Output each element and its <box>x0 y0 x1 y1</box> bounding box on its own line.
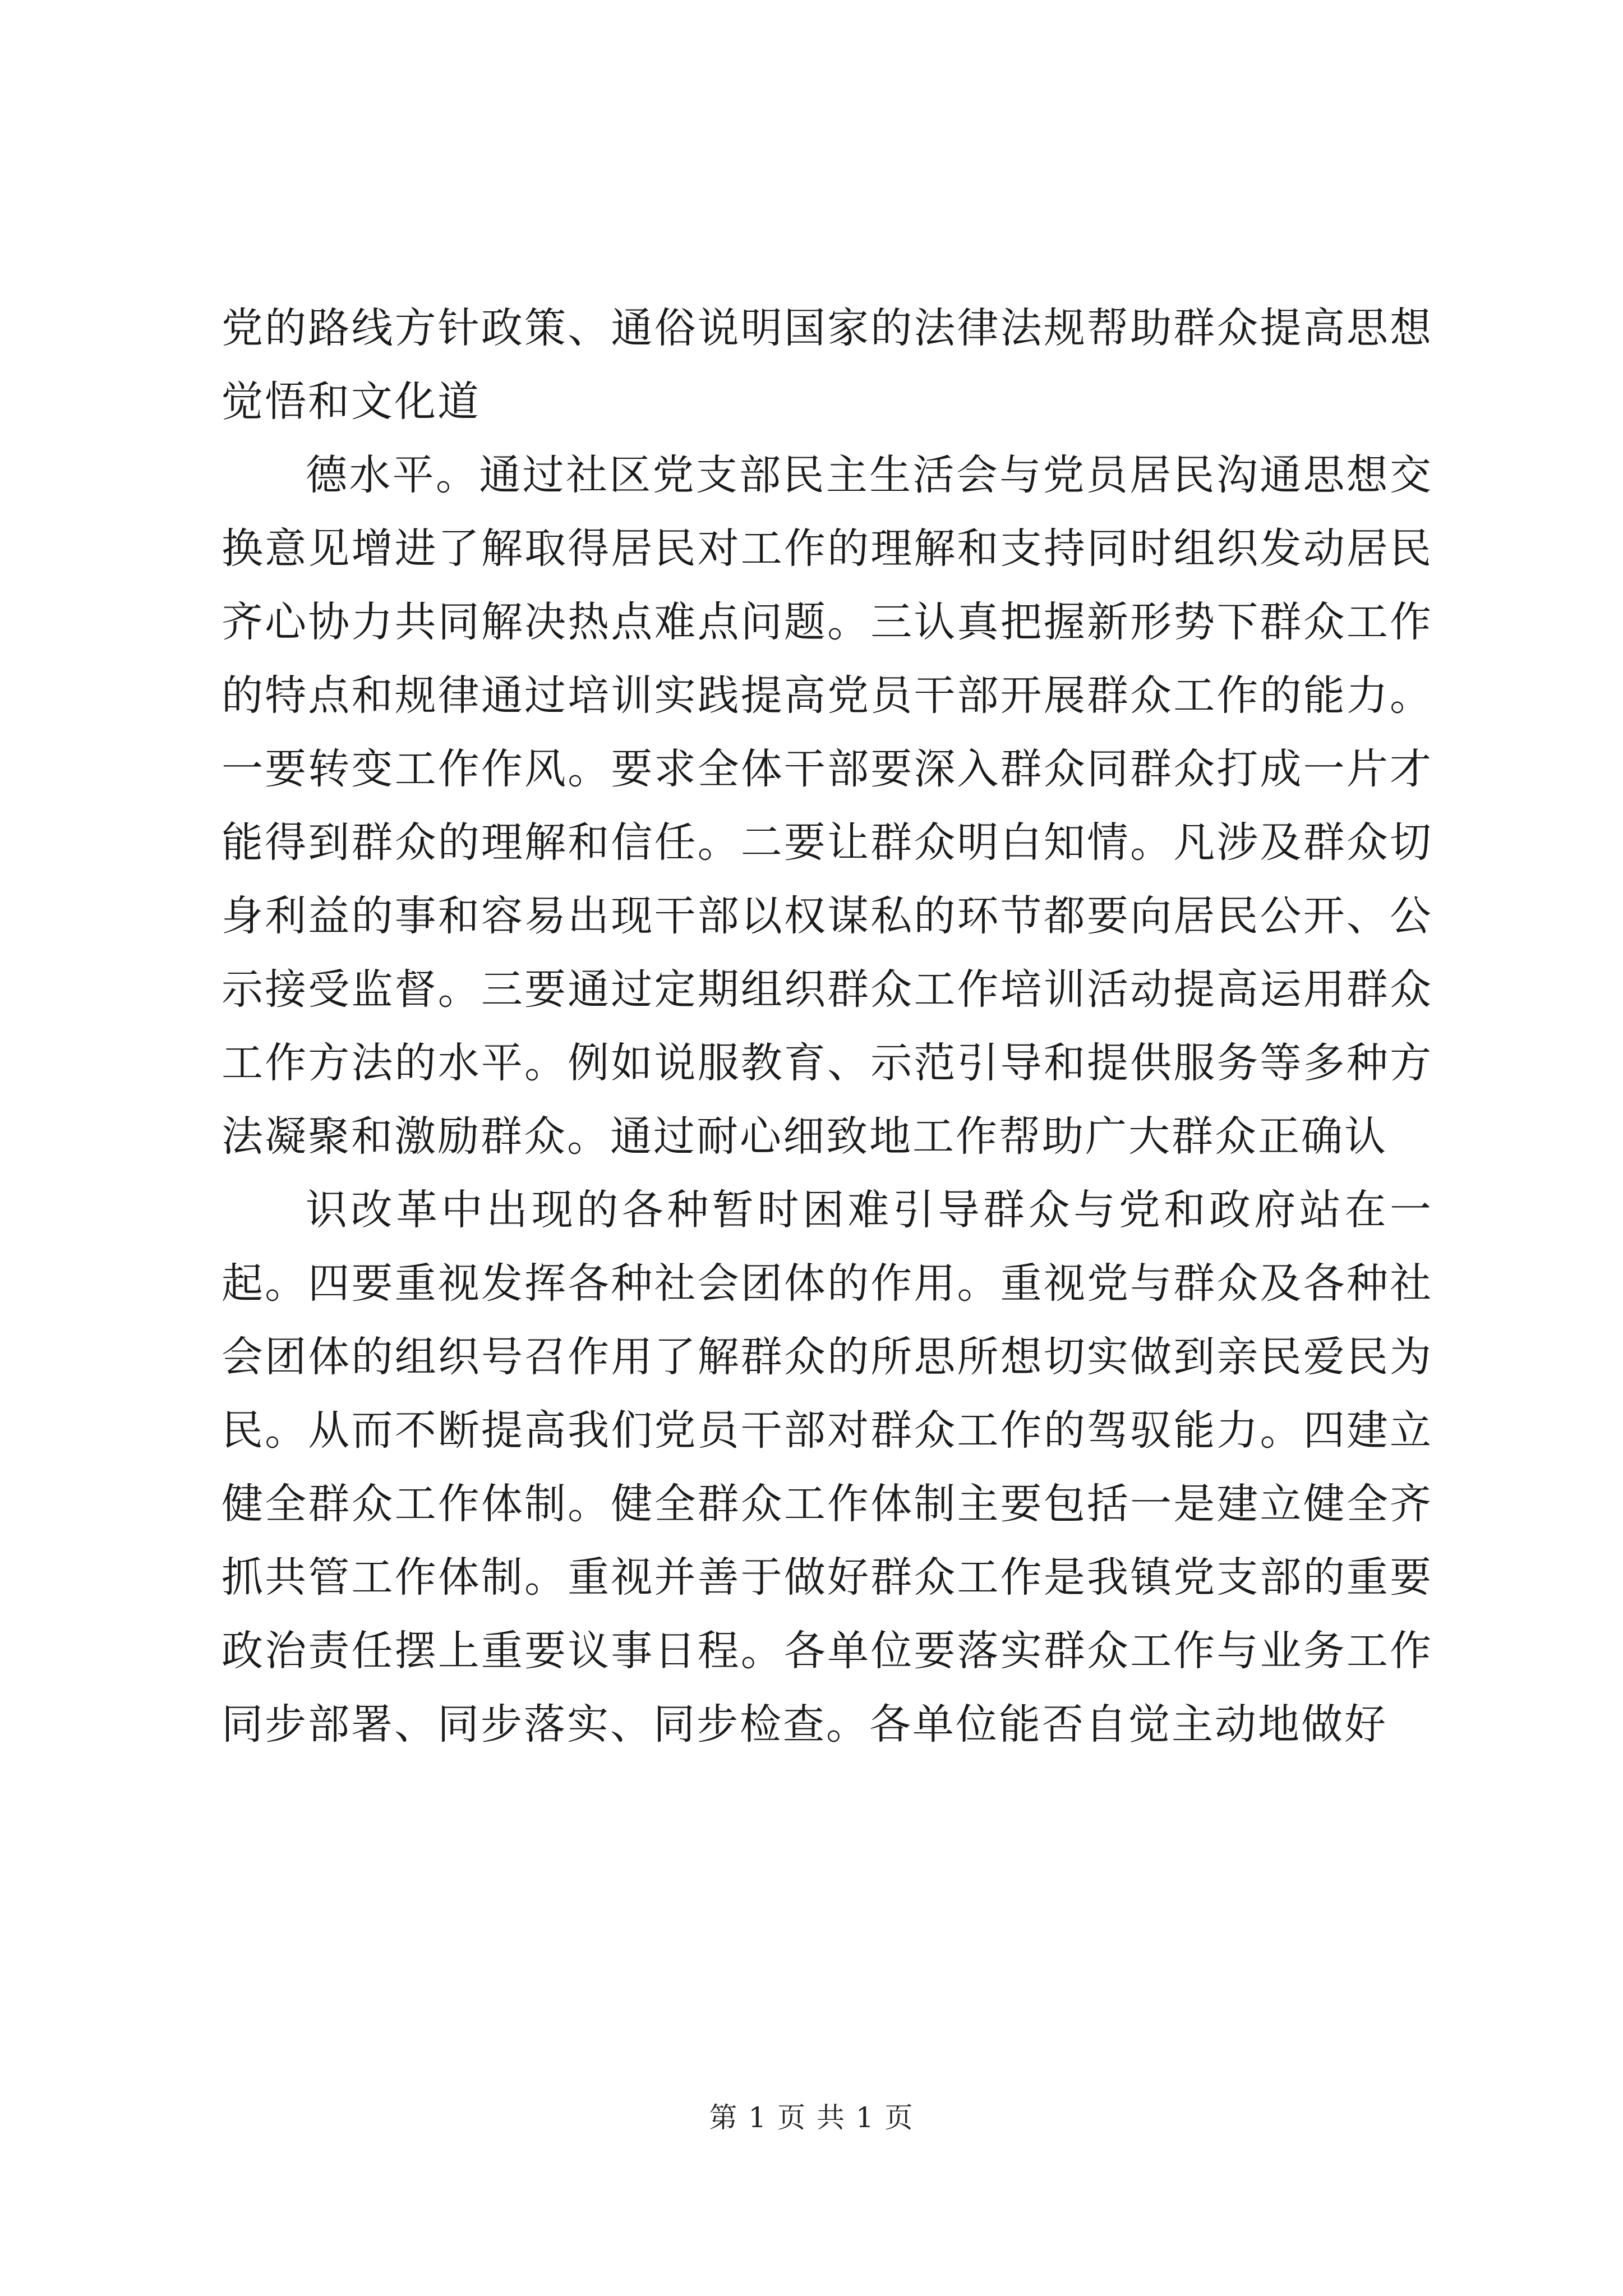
document-body <box>222 292 1433 1761</box>
paragraph-2: 德水平。通过社区党支部民主生活会与党员居民沟通思想交换意见增进了解取得居民对工作的理解和支持同时组织发动居民齐心协力共同解决热点难点问题。三认真把握新形势下群众工作的特点和规律通过培训实践提高党员干部开展群众工作的能力。一要转变工作作风。要求全体干部要深入群众同群众打成一片才能得到群众的理解和信任。二要让群众明白知情。凡涉及群众切身利益的事和容易出现干部以权谋私的环节都要向居民公开、公示接受监督。三要通过定期组织群众工作培训活动提高运用群众工作方法的水平。例如说服教育、示范引导和提供服务等多种方法凝聚和激励群众。通过耐心细致地工作帮助广大群众正确认 <box>222 451 1433 1161</box>
page-footer: 第 1 页 共 1 页 <box>709 2101 914 2134</box>
paragraph-1: 党的路线方针政策、通俗说明国家的法律法规帮助群众提高思想觉悟和文化道 <box>222 304 1433 426</box>
paragraph-3: 识改革中出现的各种暂时困难引导群众与党和政府站在一起。四要重视发挥各种社会团体的作用。重视党与群众及各种社会团体的组织号召作用了解群众的所思所想切实做到亲民爱民为民。从而不断提高我们党员干部对群众工作的驾驭能力。四建立健全群众工作体制。健全群众工作体制主要包括一是建立健全齐抓共管工作体制。重视并善于做好群众工作是我镇党支部的重要政治责任摆上重要议事日程。各单位要落实群众工作与业务工作同步部署、同步落实、同步检查。各单位能否自觉主动地做好 <box>222 1186 1433 1749</box>
